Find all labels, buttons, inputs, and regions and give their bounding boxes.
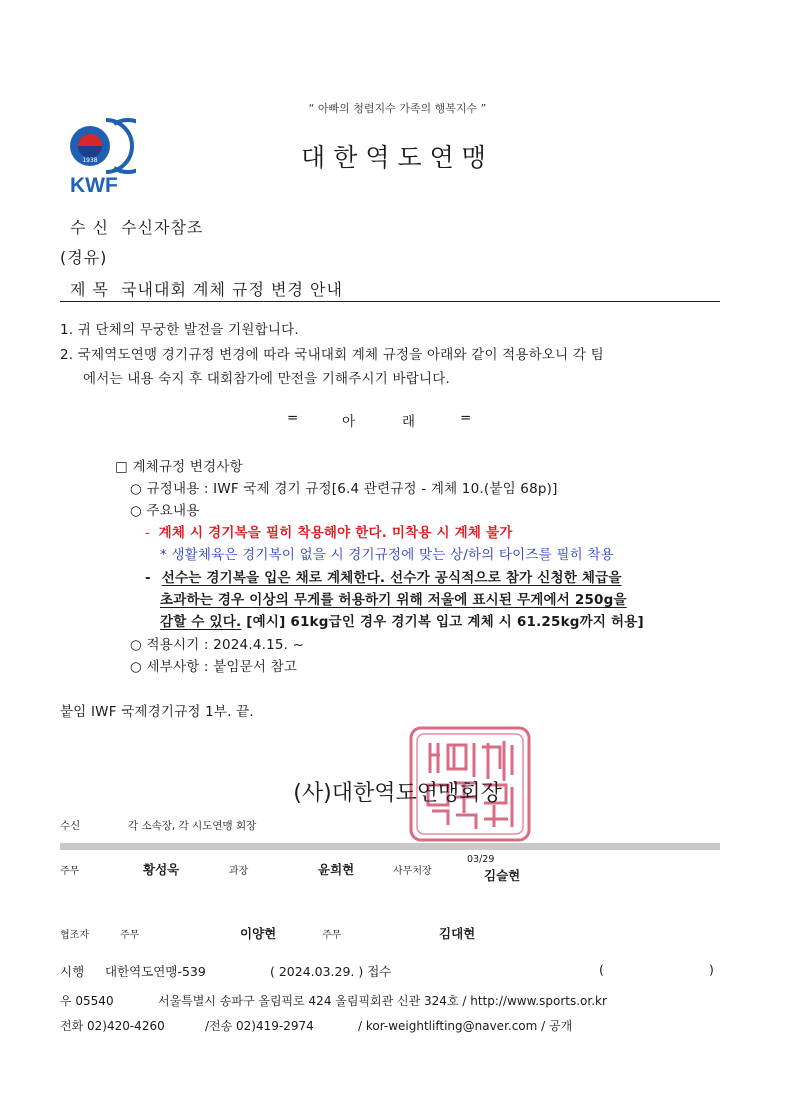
subject-row (60, 277, 343, 300)
cooperator-role-2: 주무 (322, 930, 342, 941)
main-content: ○ 주요내용 (130, 503, 200, 519)
amateur-note: * 생활체육은 경기복이 없을 시 경기규정에 맞는 상/하의 타이즈를 필히 착용 (160, 547, 614, 563)
cooperator-label: 협조자 (60, 930, 89, 941)
approval-role-3: 사무처장 (393, 866, 432, 877)
receipt-open: ( (599, 962, 604, 977)
recipients-label: 수신 (60, 820, 81, 832)
logo-text: KWF (70, 174, 118, 196)
fax: /전송 02)419-2974 (205, 1019, 314, 1033)
cooperator-name-2: 김대현 (439, 926, 476, 941)
apply-date: ○ 적용시기 : 2024.4.15. ~ (130, 637, 305, 653)
below-eq-left: = (287, 410, 299, 426)
below-eq-right: = (460, 410, 472, 426)
bold-line-2: 초과하는 경우 이상의 무게를 허용하기 위해 저울에 표시된 무게에서 250g을 (160, 592, 627, 608)
cooperator-name-1: 이양현 (240, 926, 277, 941)
subject-label: 제 목 (70, 280, 109, 299)
attachment-note: 붙임 IWF 국제경기규정 1부. 끝. (60, 704, 254, 720)
recipient-row (60, 215, 203, 238)
bold-text-1: 선수는 경기복을 입은 채로 계체한다. 선수가 공식적으로 참가 신청한 체급을 (161, 570, 622, 586)
approval-name-3: 김슬현 (484, 868, 521, 883)
approval-date: 03/29 (467, 854, 495, 865)
motto: “ 아빠의 청렴지수 가족의 행복지수 ” (308, 102, 487, 115)
section-heading: □ 계체규정 변경사항 (115, 459, 243, 475)
recipient-label: 수 신 (70, 218, 109, 237)
recipients-value: 각 소속장, 각 시도연맹 회장 (128, 820, 257, 832)
dash: - (145, 570, 151, 586)
red-item (145, 521, 513, 541)
bold-text-3-example: [예시] 61kg급인 경우 경기복 입고 계체 시 61.25kg까지 허용] (241, 614, 644, 630)
approval-role-1: 주무 (60, 866, 80, 877)
recipient-value: 수신자참조 (121, 218, 204, 237)
bold-line-1 (145, 566, 622, 586)
enforce-date: ( 2024.03.29. ) 접수 (270, 964, 392, 979)
header-divider (60, 301, 720, 302)
postal-code: 우 05540 (60, 994, 114, 1008)
approval-bar (60, 843, 720, 850)
enforce-label: 시행 (60, 964, 85, 979)
required-uniform-note: 계체 시 경기복을 필히 착용해야 한다. 미착용 시 계체 불가 (158, 525, 513, 541)
rule-content: ○ 규정내용 : IWF 국제 경기 규정[6.4 관련규정 - 계체 10.(붙임 68p)] (130, 481, 558, 497)
body-item-1: 1. 귀 단체의 무궁한 발전을 기원합니다. (60, 322, 299, 338)
enforce-number: 대한역도연맹-539 (105, 964, 206, 979)
sender-title: (사)대한역도연맹회장 (293, 781, 502, 806)
approval-name-2: 윤희현 (318, 862, 355, 877)
bold-line-3 (160, 610, 644, 630)
organization-title: 대한역도연맹 (301, 143, 494, 172)
receipt-close: ) (709, 962, 714, 977)
bold-text-3-underlined: 감할 수 있다. (160, 614, 242, 630)
below-a: 아 (342, 414, 356, 430)
dash: - (145, 525, 151, 541)
logo-year: 1938 (82, 157, 98, 164)
subject-value: 국내대회 계체 규정 변경 안내 (121, 280, 343, 299)
body-item-2-line-1: 2. 국제역도연맹 경기규정 변경에 따라 국내대회 계체 규정을 아래와 같이 적용하오니 각 팀 (60, 347, 604, 363)
cooperator-role-1: 주무 (120, 930, 140, 941)
email-and-disclosure: / kor-weightlifting@naver.com / 공개 (358, 1019, 573, 1033)
via-label: (경유) (60, 248, 108, 267)
detail-note: ○ 세부사항 : 붙임문서 참고 (130, 659, 298, 675)
phone: 전화 02)420-4260 (60, 1019, 165, 1033)
approval-role-2: 과장 (229, 866, 249, 877)
approval-name-1: 황성욱 (143, 862, 180, 877)
below-rae: 래 (402, 414, 416, 430)
address: 서울특별시 송파구 올림픽로 424 올림픽회관 신관 324호 / http://www.sports.or.kr (158, 994, 607, 1008)
body-item-2-line-2: 에서는 내용 숙지 후 대회참가에 만전을 기해주시기 바랍니다. (83, 371, 450, 387)
